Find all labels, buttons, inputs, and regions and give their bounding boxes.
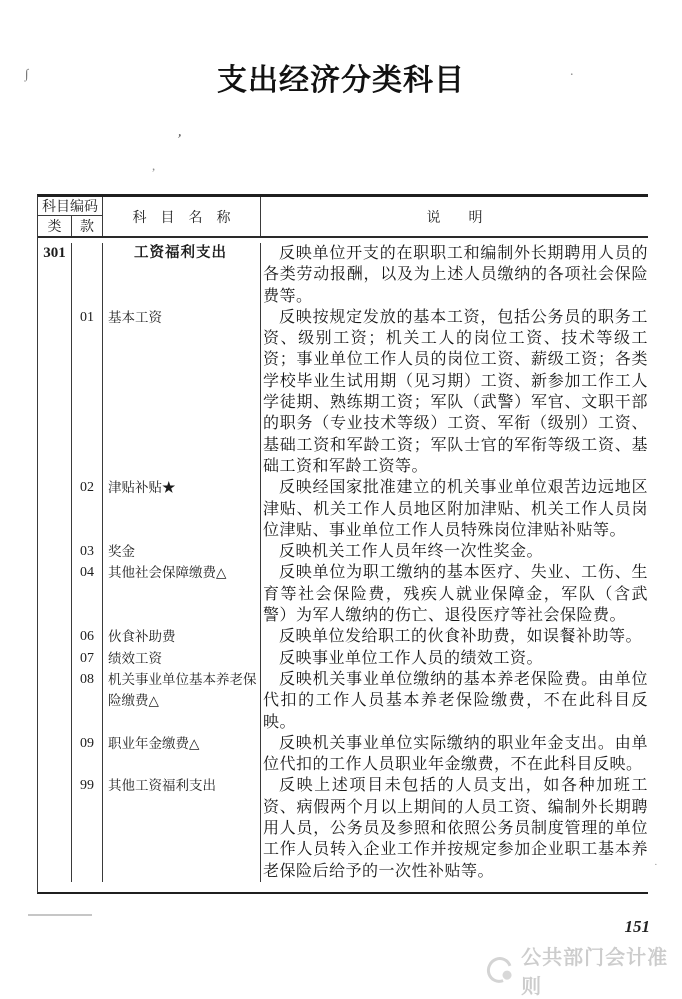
subject-classification-table (37, 194, 648, 894)
scan-artifact: . (570, 64, 574, 79)
watermark-text: 公共部门会计准则 (521, 947, 669, 998)
subject-description-cell: 反映上述项目未包括的人员支出，如各种加班工资、病假两个月以上期间的人员工资、编制外长期聘用人员，公务员及参照和依照公务员制度管理的单位工作人员转入企业工作并按规定参加企业职工基本养老保险后给予的一次性补贴等。 (263, 777, 648, 880)
page-number: 151 (624, 917, 650, 936)
scan-artifact: ’ (174, 131, 183, 149)
header-code-item: 款 (72, 216, 103, 236)
subject-description-cell: 反映机关工作人员年终一次性奖金。 (279, 543, 544, 561)
subject-name-cell: 基本工资 (103, 307, 261, 477)
subject-description-cell: 反映单位发给职工的伙食补助费，如误餐补助等。 (279, 628, 643, 646)
table-header (38, 197, 648, 238)
code-item-cell: 99 (72, 775, 103, 881)
code-class-cell (38, 648, 72, 669)
header-description: 说 明 (426, 210, 483, 226)
table-row (38, 733, 648, 776)
code-class-cell (38, 562, 72, 626)
table-body (38, 238, 648, 892)
table-row (38, 541, 648, 562)
scan-artifact: ∫ (25, 66, 29, 81)
subject-description-cell: 反映单位为职工缴纳的基本医疗、失业、工伤、生育等社会保险费，残疾人就业保障金，军队（含武警）为军人缴纳的伤亡、退役医疗等社会保险费。 (263, 564, 648, 625)
code-item-cell: 01 (72, 307, 103, 477)
header-code-group: 科目编码 (38, 197, 103, 216)
table-row (38, 669, 648, 733)
subject-description-cell: 反映机关事业单位缴纳的基本养老保险费。由单位代扣的工作人员基本养老保险缴费，不在此科目反映。 (263, 670, 648, 731)
subject-description-cell: 反映事业单位工作人员的绩效工资。 (279, 649, 544, 667)
subject-description-cell: 反映经国家批准建立的机关事业单位艰苦边远地区津贴、机关工作人员地区附加津贴、机关工作人员岗位津贴、事业单位工作人员特殊岗位津贴补贴等。 (263, 479, 648, 539)
table-row (38, 626, 648, 647)
scan-artifact: · (654, 859, 658, 871)
code-item-cell (72, 243, 103, 307)
subject-name-cell: 津贴补贴★ (103, 477, 261, 541)
table-row (38, 562, 648, 626)
table-row (38, 477, 648, 541)
code-item-cell: 07 (72, 648, 103, 669)
code-item-cell: 08 (72, 669, 103, 733)
table-row (38, 307, 648, 477)
document-page (0, 64, 682, 998)
subject-name-cell: 机关事业单位基本养老保险缴费△ (103, 669, 261, 733)
code-class-cell (38, 669, 72, 733)
publisher-watermark (487, 941, 682, 999)
table-row (38, 243, 648, 307)
watermark-logo-icon (483, 953, 517, 987)
code-item-cell: 02 (72, 477, 103, 541)
scan-artifact (28, 914, 92, 916)
header-subject-name: 科 目 名 称 (103, 197, 261, 236)
code-item-cell: 06 (72, 626, 103, 647)
subject-description-cell: 反映单位开支的在职职工和编制外长期聘用人员的各类劳动报酬，以及为上述人员缴纳的各项社会保险费等。 (263, 245, 648, 305)
code-class-cell (38, 307, 72, 477)
header-code-class: 类 (38, 216, 72, 236)
code-class-cell (38, 477, 72, 541)
code-item-cell: 04 (72, 562, 103, 626)
subject-description-cell: 反映机关事业单位实际缴纳的职业年金支出。由单位代扣的工作人员职业年金缴费，不在此科目反映。 (263, 734, 648, 774)
code-class-cell (38, 626, 72, 647)
scan-artifact: , (152, 158, 156, 173)
code-class-cell (38, 733, 72, 776)
table-row (38, 775, 648, 881)
code-item-cell: 09 (72, 733, 103, 776)
subject-name-cell: 伙食补助费 (103, 626, 261, 647)
code-item-cell: 03 (72, 541, 103, 562)
code-class-cell (38, 541, 72, 562)
subject-name-cell: 工资福利支出 (103, 243, 261, 307)
page-title: 支出经济分类科目 (217, 64, 465, 97)
subject-name-cell: 其他工资福利支出 (103, 775, 261, 881)
subject-name-cell: 奖金 (103, 541, 261, 562)
subject-name-cell: 绩效工资 (103, 648, 261, 669)
table-row (38, 648, 648, 669)
subject-name-cell: 职业年金缴费△ (103, 733, 261, 776)
subject-name-cell: 其他社会保障缴费△ (103, 562, 261, 626)
code-class-cell (38, 775, 72, 881)
code-class-cell: 301 (38, 243, 72, 307)
subject-description-cell: 反映按规定发放的基本工资，包括公务员的职务工资、级别工资；机关工人的岗位工资、技术等级工资；事业单位工作人员的岗位工资、薪级工资；各类学校毕业生试用期（见习期）工资、新参加工作工人学徒期、熟练期工资；军队（武警）军官、文职干部的职务（专业技术等级）工资、军衔（级别）工资、基础工资和军龄工资；军队士官的军衔等级工资、基础工资和军龄工资等。 (263, 308, 648, 475)
